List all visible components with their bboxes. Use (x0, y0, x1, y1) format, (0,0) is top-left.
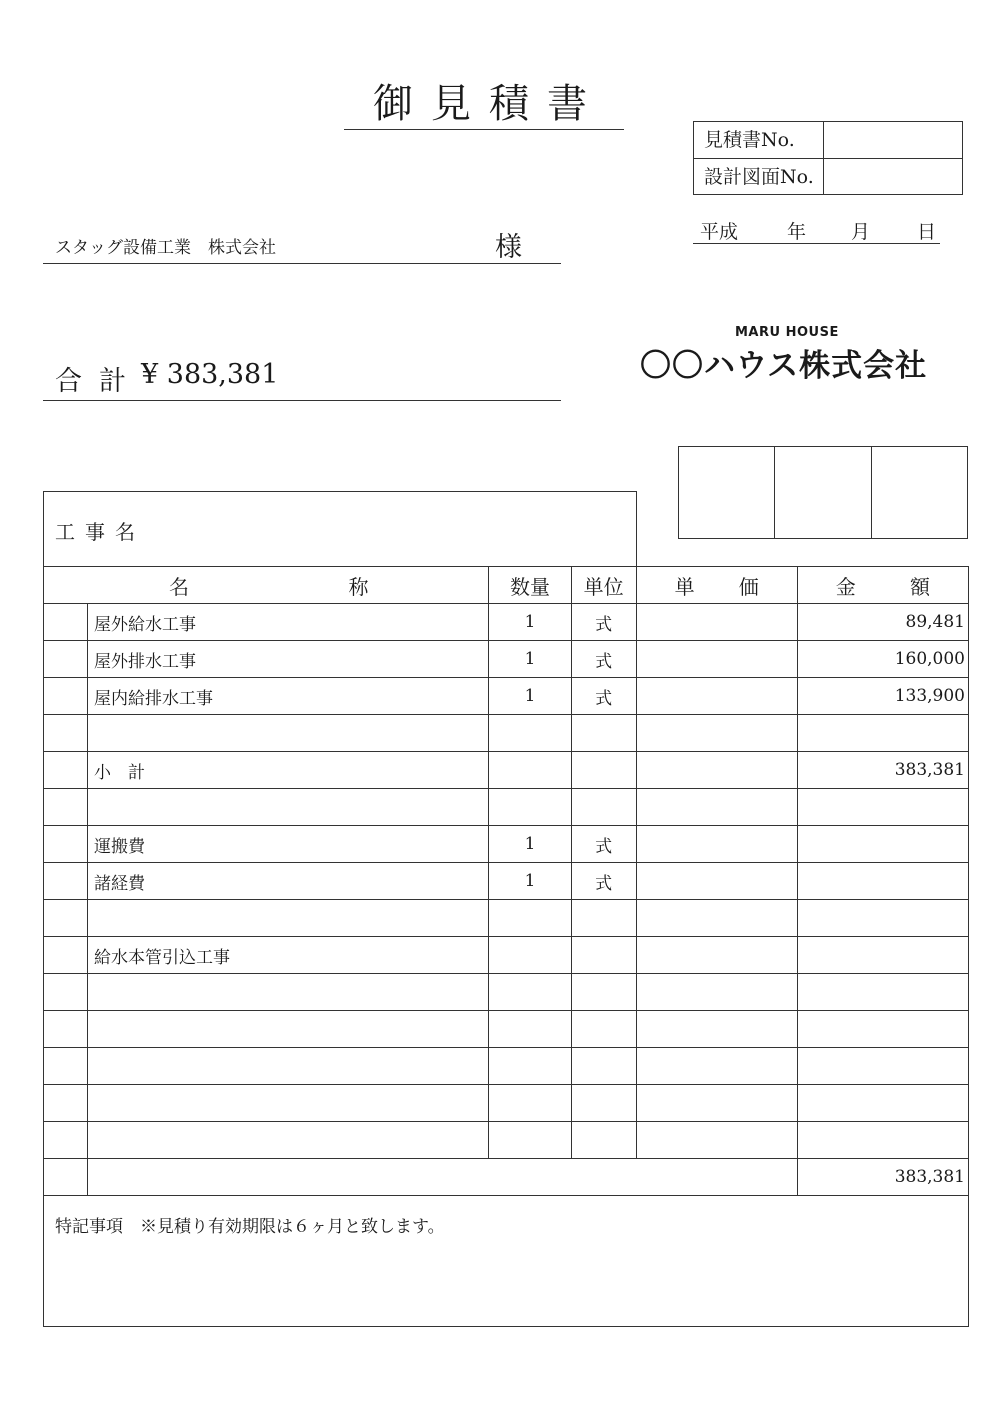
stamp-boxes (678, 446, 968, 539)
table-row (44, 789, 969, 826)
item-name-cell: 屋内給排水工事 (88, 678, 489, 715)
project-label: 工事名 (55, 520, 145, 544)
item-name-cell (88, 789, 489, 826)
stamp-box (774, 447, 870, 538)
item-qty-cell (489, 900, 571, 937)
item-unit-cell (571, 1048, 636, 1085)
item-amount-cell (797, 1048, 968, 1085)
drawing-no-value (824, 159, 962, 195)
table-row (44, 678, 969, 715)
item-price-cell (636, 715, 797, 752)
header-name (44, 567, 489, 604)
item-qty-cell (489, 1048, 571, 1085)
item-price-cell (636, 604, 797, 641)
item-price-cell (636, 1048, 797, 1085)
item-qty-cell (489, 937, 571, 974)
header-amount-2: 額 (910, 574, 930, 599)
item-amount-cell: 89,481 (797, 604, 968, 641)
item-qty-cell (489, 1011, 571, 1048)
item-unit-cell (571, 789, 636, 826)
item-price-cell (636, 752, 797, 789)
table-row (44, 1048, 969, 1085)
row-number-cell (44, 641, 88, 678)
date-month: 月 (851, 221, 871, 243)
item-name-cell: 諸経費 (88, 863, 489, 900)
header-price-2: 価 (738, 574, 759, 599)
item-amount-cell (797, 1011, 968, 1048)
date-era: 平成 (700, 221, 739, 243)
company-english-name: MARU HOUSE (735, 325, 839, 340)
notes-text: 特記事項 ※見積り有効期限は６ヶ月と致します。 (55, 1217, 445, 1237)
row-number-cell (44, 974, 88, 1011)
row-number-cell (44, 937, 88, 974)
item-price-cell (636, 641, 797, 678)
row-number-cell (44, 1085, 88, 1122)
reference-box (693, 121, 963, 195)
item-amount-cell (797, 937, 968, 974)
table-row (44, 937, 969, 974)
item-unit-cell: 式 (571, 678, 636, 715)
item-amount-cell: 383,381 (797, 752, 968, 789)
header-amount (797, 567, 968, 604)
item-qty-cell: 1 (489, 678, 571, 715)
item-qty-cell: 1 (489, 826, 571, 863)
estimate-table (43, 566, 969, 1196)
item-amount-cell (797, 863, 968, 900)
table-row (44, 752, 969, 789)
item-amount-cell (797, 974, 968, 1011)
item-price-cell (636, 1011, 797, 1048)
row-number-cell (44, 826, 88, 863)
date-year: 年 (787, 221, 807, 243)
stamp-box (679, 447, 774, 538)
item-name-cell: 運搬費 (88, 826, 489, 863)
item-name-cell: 給水本管引込工事 (88, 937, 489, 974)
date-line (693, 215, 940, 244)
header-name-2: 称 (348, 574, 369, 599)
client-honorific: 様 (495, 232, 522, 263)
estimate-no-row (694, 122, 962, 158)
company-name: 〇〇ハウス株式会社 (640, 348, 928, 384)
item-amount-cell: 160,000 (797, 641, 968, 678)
total-line (43, 355, 561, 401)
item-unit-cell (571, 1085, 636, 1122)
row-number-cell (44, 752, 88, 789)
item-price-cell (636, 1122, 797, 1159)
item-unit-cell: 式 (571, 826, 636, 863)
client-name: スタッグ設備工業 株式会社 (55, 238, 276, 258)
table-row (44, 604, 969, 641)
item-name-cell (88, 715, 489, 752)
estimate-no-label: 見積書No. (694, 122, 824, 158)
item-qty-cell (489, 789, 571, 826)
row-number-cell (44, 1159, 88, 1196)
item-unit-cell: 式 (571, 863, 636, 900)
project-name-box (43, 491, 637, 567)
item-qty-cell (489, 715, 571, 752)
item-unit-cell (571, 715, 636, 752)
row-number-cell (44, 715, 88, 752)
item-name-cell: 小 計 (88, 752, 489, 789)
header-name-1: 名 (169, 574, 189, 599)
header-qty: 数量 (489, 567, 571, 604)
item-price-cell (636, 863, 797, 900)
item-name-cell (88, 1048, 489, 1085)
table-row (44, 900, 969, 937)
item-name-cell (88, 900, 489, 937)
item-qty-cell (489, 974, 571, 1011)
item-price-cell (636, 678, 797, 715)
grand-total-row (44, 1159, 969, 1196)
item-qty-cell (489, 1122, 571, 1159)
drawing-no-label: 設計図面No. (694, 159, 824, 195)
item-qty-cell (489, 1085, 571, 1122)
item-price-cell (636, 974, 797, 1011)
item-unit-cell: 式 (571, 604, 636, 641)
table-row (44, 974, 969, 1011)
item-qty-cell: 1 (489, 863, 571, 900)
table-row (44, 1122, 969, 1159)
item-amount-cell (797, 715, 968, 752)
header-unit: 単位 (571, 567, 636, 604)
item-unit-cell (571, 752, 636, 789)
grand-total-amount: 383,381 (797, 1159, 968, 1196)
table-row (44, 715, 969, 752)
client-line (43, 225, 561, 264)
item-amount-cell (797, 789, 968, 826)
item-price-cell (636, 826, 797, 863)
row-number-cell (44, 678, 88, 715)
item-price-cell (636, 1085, 797, 1122)
row-number-cell (44, 863, 88, 900)
header-amount-1: 金 (835, 574, 856, 599)
item-name-cell: 屋外給水工事 (88, 604, 489, 641)
item-qty-cell: 1 (489, 604, 571, 641)
row-number-cell (44, 1011, 88, 1048)
row-number-cell (44, 900, 88, 937)
item-amount-cell (797, 826, 968, 863)
table-row (44, 863, 969, 900)
item-unit-cell (571, 900, 636, 937)
item-price-cell (636, 789, 797, 826)
item-qty-cell (489, 752, 571, 789)
table-row (44, 826, 969, 863)
item-name-cell (88, 1085, 489, 1122)
total-label-1: 合 (55, 366, 82, 397)
table-row (44, 641, 969, 678)
item-amount-cell (797, 1122, 968, 1159)
item-amount-cell (797, 1085, 968, 1122)
estimate-no-value (824, 122, 962, 158)
item-amount-cell (797, 900, 968, 937)
table-row (44, 1085, 969, 1122)
row-number-cell (44, 1122, 88, 1159)
item-name-cell (88, 1011, 489, 1048)
item-qty-cell: 1 (489, 641, 571, 678)
item-name-cell (88, 1122, 489, 1159)
grand-total-label-cell (88, 1159, 798, 1196)
item-unit-cell: 式 (571, 641, 636, 678)
document-title: 御見積書 (344, 78, 624, 130)
table-row (44, 1011, 969, 1048)
item-price-cell (636, 900, 797, 937)
item-amount-cell: 133,900 (797, 678, 968, 715)
item-unit-cell (571, 974, 636, 1011)
total-amount: ¥ 383,381 (141, 359, 279, 390)
notes-box (43, 1196, 969, 1327)
row-number-cell (44, 789, 88, 826)
item-name-cell (88, 974, 489, 1011)
date-day: 日 (917, 221, 937, 243)
item-price-cell (636, 937, 797, 974)
item-unit-cell (571, 937, 636, 974)
total-label-2: 計 (99, 366, 126, 397)
header-price-1: 単 (674, 574, 695, 599)
header-price (636, 567, 797, 604)
row-number-cell (44, 604, 88, 641)
row-number-cell (44, 1048, 88, 1085)
item-unit-cell (571, 1122, 636, 1159)
table-header-row (44, 567, 969, 604)
item-name-cell: 屋外排水工事 (88, 641, 489, 678)
item-unit-cell (571, 1011, 636, 1048)
stamp-box (871, 447, 967, 538)
drawing-no-row (694, 158, 962, 195)
